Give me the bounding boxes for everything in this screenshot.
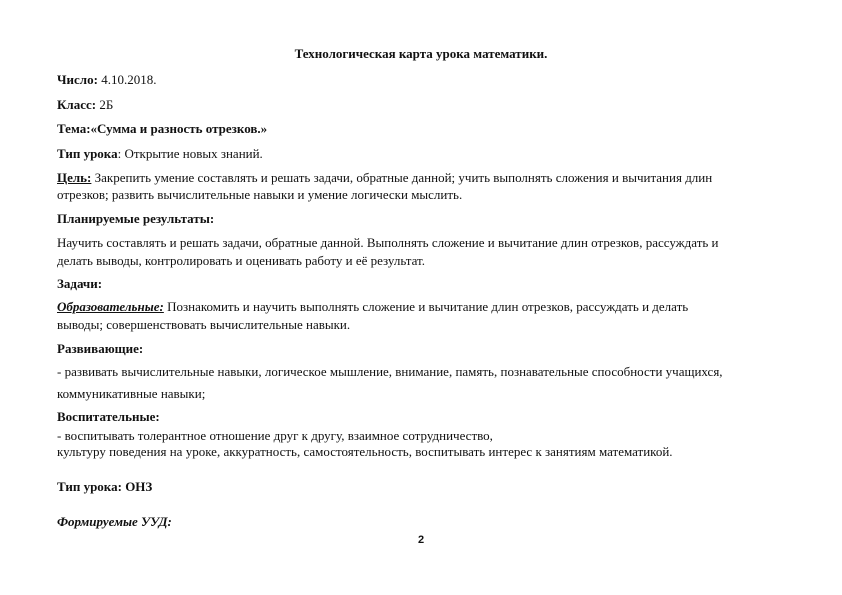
class-line	[57, 97, 113, 113]
topic-value: «Сумма и разность отрезков.»	[90, 121, 268, 136]
goal-line-2: отрезков; развить вычислительные навыки и умение логически мыслить.	[57, 187, 463, 202]
lesson-type-2-value: : ОНЗ	[117, 479, 153, 494]
developing-heading: Развивающие:	[57, 341, 144, 356]
page-title: Технологическая карта урока математики.	[294, 46, 548, 61]
educational-text-1: Познакомить и научить выполнять сложение и вычитание длин отрезков, рассуждать и делать	[163, 299, 689, 314]
lesson-type-2-line	[57, 479, 152, 495]
educational-label: Образовательные:	[57, 299, 164, 314]
date-label: Число:	[57, 72, 98, 87]
educational-line-2: выводы; совершенствовать вычислительные навыки.	[57, 317, 351, 332]
goal-text-1: Закрепить умение составлять и решать задачи, обратные данной; учить выполнять сложения и вычитания длин	[94, 170, 713, 185]
class-label: Класс:	[57, 97, 97, 112]
lesson-type-2-label: Тип урока	[57, 479, 118, 494]
topic-label: Тема:	[57, 121, 91, 136]
developing-line-1: - развивать вычислительные навыки, логическое мышление, внимание, память, познавательные способности учащихся,	[57, 364, 723, 379]
date-line	[57, 72, 156, 88]
upbringing-line-2: культуру поведения на уроке, аккуратность, самостоятельность, воспитывать интерес к занятиям математикой.	[57, 444, 673, 459]
class-value: 2Б	[99, 97, 114, 112]
date-value: 4.10.2018.	[101, 72, 157, 87]
goal-line-1	[57, 170, 712, 186]
lesson-type-label: Тип урока	[57, 146, 118, 161]
lesson-type-value: : Открытие новых знаний.	[117, 146, 263, 161]
planned-results-line-2: делать выводы, контролировать и оценивать работу и её результат.	[57, 253, 425, 268]
planned-results-line-1: Научить составлять и решать задачи, обратные данной. Выполнять сложение и вычитание длин отрезков, рассуждать и	[57, 235, 719, 250]
goal-label: Цель:	[57, 170, 92, 185]
tasks-heading: Задачи:	[57, 276, 103, 291]
upbringing-heading: Воспитательные:	[57, 409, 160, 424]
upbringing-line-1: - воспитывать толерантное отношение друг к другу, взаимное сотрудничество,	[57, 428, 493, 443]
developing-line-2: коммуникативные навыки;	[57, 386, 206, 401]
topic-line	[57, 121, 267, 137]
uud-heading: Формируемые УУД:	[57, 514, 172, 529]
planned-results-heading: Планируемые результаты:	[57, 211, 215, 226]
page-number: 2	[417, 534, 425, 546]
educational-line-1	[57, 299, 688, 315]
lesson-type-line	[57, 146, 263, 162]
